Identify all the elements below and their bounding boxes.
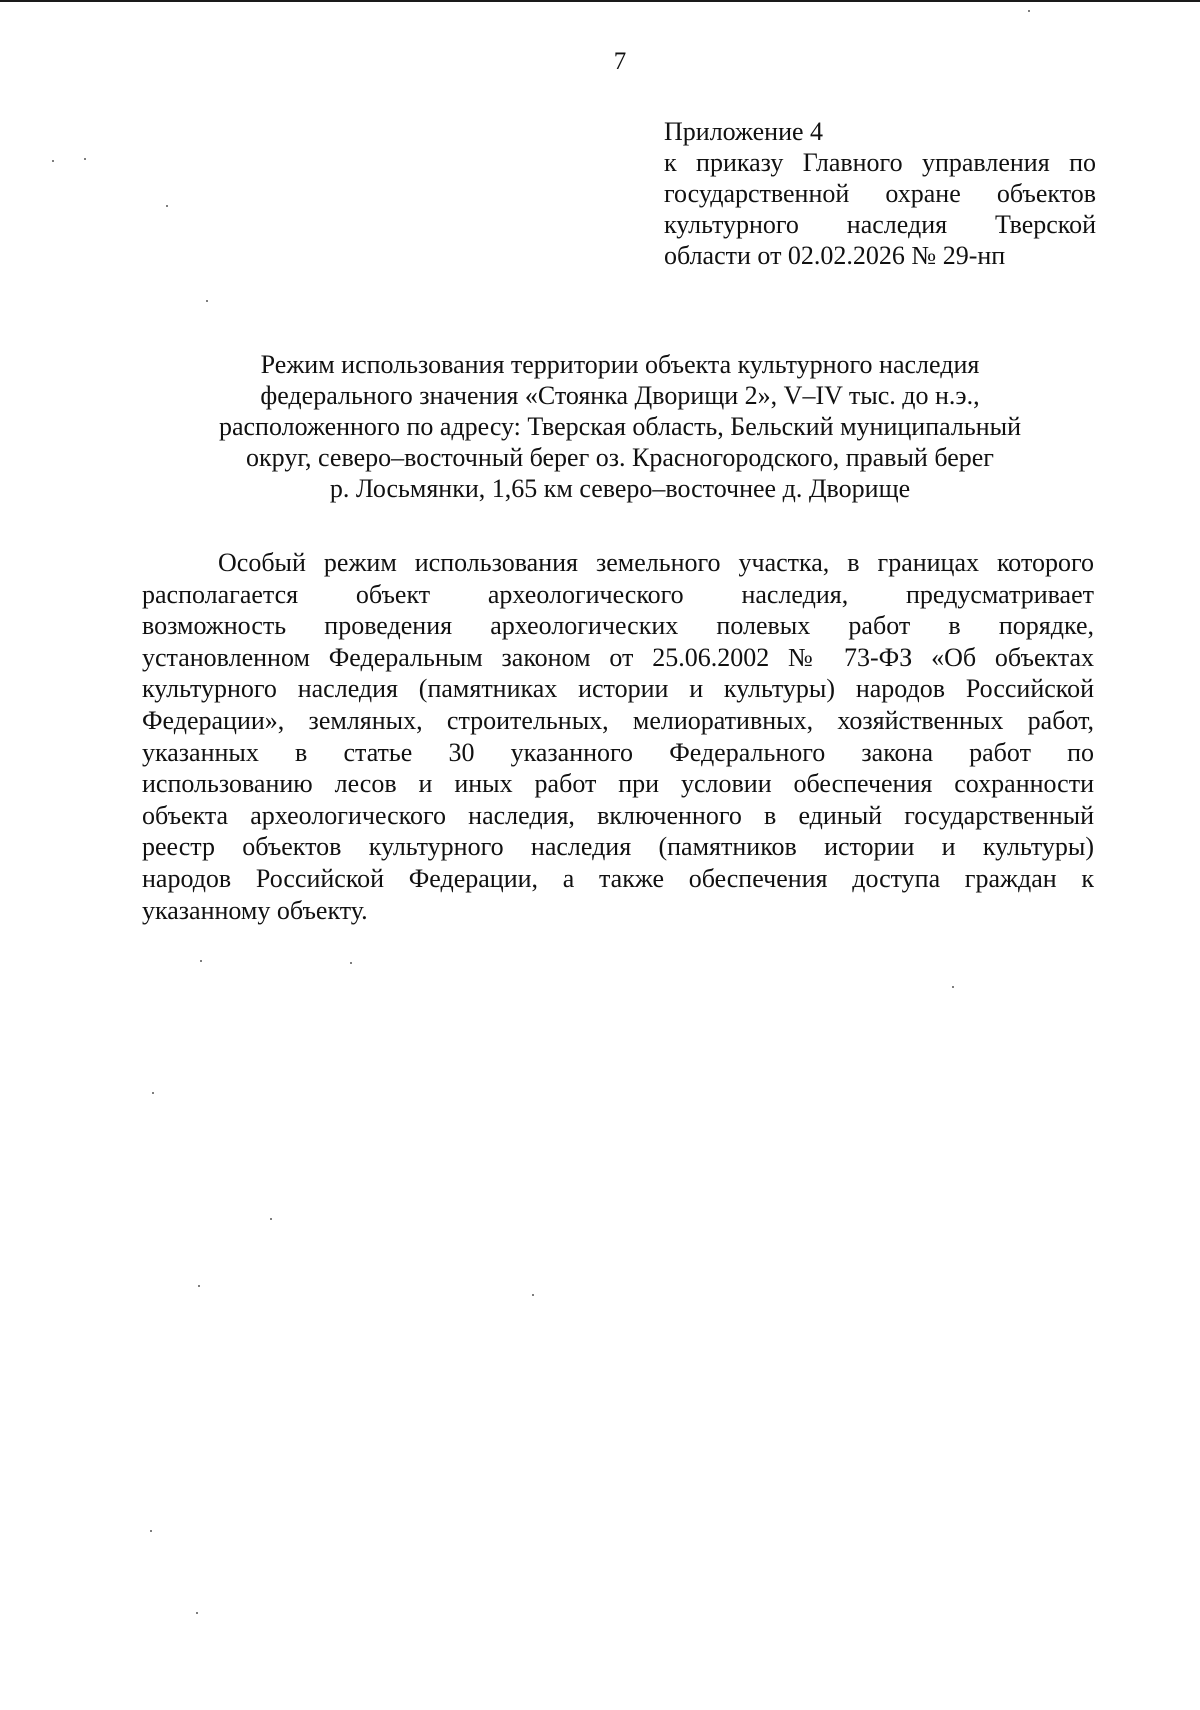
appendix-line: культурного наследия Тверской <box>664 210 1096 239</box>
body-line: использованию лесов и иных работ при условии обеспечения сохранности <box>142 769 1094 799</box>
body-line: Особый режим использования земельного участка, в границах которого <box>218 548 1094 577</box>
scan-speck <box>166 205 168 207</box>
appendix-line: к приказу Главного управления по <box>664 148 1096 177</box>
body-line: возможность проведения археологических полевых работ в порядке, <box>142 611 1094 641</box>
scan-speck <box>84 158 86 160</box>
appendix-line: области от 02.02.2026 № 29-нп <box>664 241 1006 270</box>
scan-top-edge <box>0 0 1200 2</box>
scan-speck <box>150 1530 152 1532</box>
body-line: располагается объект археологического наследия, предусматривает <box>142 579 1094 609</box>
title-line: Режим использования территории объекта культурного наследия <box>260 350 980 379</box>
scan-speck <box>196 1612 198 1614</box>
scan-speck <box>52 160 54 162</box>
title-line: р. Лосьмянки, 1,65 км северо–восточнее д. Дворище <box>329 474 911 503</box>
scan-speck <box>198 1285 200 1287</box>
scan-speck <box>1028 10 1030 12</box>
body-line: культурного наследия (памятниках истории и культуры) народов Российской <box>142 674 1094 704</box>
scan-speck <box>350 962 352 964</box>
scan-speck <box>200 960 202 962</box>
body-line: указанному объекту. <box>142 895 368 925</box>
appendix-line: государственной охране объектов <box>664 179 1096 208</box>
body-line: народов Российской Федерации, а также обеспечения доступа граждан к <box>142 863 1094 893</box>
scan-speck <box>152 1092 154 1094</box>
title-line: федерального значения «Стоянка Дворищи 2», V–IV тыс. до н.э., <box>260 381 980 410</box>
body-line: объекта археологического наследия, включенного в единый государственный <box>142 800 1094 830</box>
body-line: реестр объектов культурного наследия (памятников истории и культуры) <box>142 832 1094 862</box>
appendix-header <box>664 116 1096 271</box>
scan-speck <box>532 1294 534 1296</box>
body-paragraph <box>142 547 1094 926</box>
body-line: указанных в статье 30 указанного Федерального закона работ по <box>142 737 1094 767</box>
document-title <box>150 349 1090 504</box>
appendix-line: Приложение 4 <box>664 117 824 146</box>
title-line: округ, северо–восточный берег оз. Красногородского, правый берег <box>246 443 994 472</box>
body-line: Федерации», земляных, строительных, мелиоративных, хозяйственных работ, <box>142 705 1094 735</box>
scan-speck <box>952 986 954 988</box>
title-line: расположенного по адресу: Тверская область, Бельский муниципальный <box>218 412 1022 441</box>
scan-speck <box>270 1218 272 1220</box>
body-line: установленном Федеральным законом от 25.06.2002 № 73-ФЗ «Об объектах <box>142 642 1094 672</box>
scan-speck <box>206 300 208 302</box>
page-number: 7 <box>613 48 627 75</box>
